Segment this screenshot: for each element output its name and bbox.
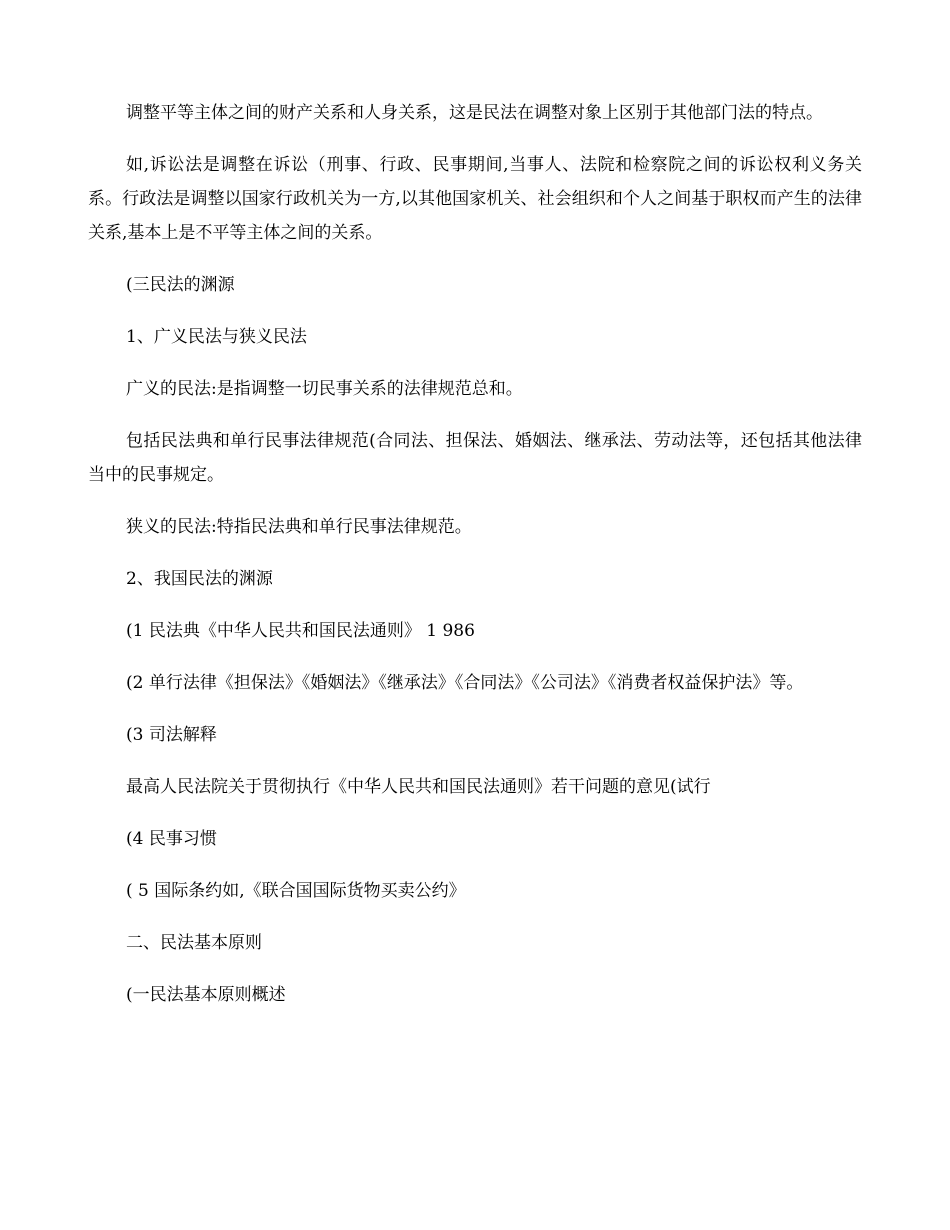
- document-body: [88, 96, 862, 1030]
- list-item-separate-laws: (2 单行法律《担保法》《婚姻法》《继承法》《合同法》《公司法》《消费者权益保护法》等。: [126, 673, 804, 693]
- list-item-civil-code: (1 民法典《中华人民共和国民法通则》 1 986: [126, 621, 475, 641]
- paragraph-narrow-definition: 狭义的民法:特指民法典和单行民事法律规范。: [126, 517, 472, 537]
- heading-sources-of-civil-law: (三民法的渊源: [126, 275, 235, 295]
- paragraph-supreme-court-opinion: 最高人民法院关于贯彻执行《中华人民共和国民法通则》若干问题的意见(试行: [126, 777, 711, 797]
- heading-basic-principles: 二、民法基本原则: [126, 933, 262, 953]
- paragraph-procedural-administrative-law: 如,诉讼法是调整在诉讼（刑事、行政、民事期间,当事人、法院和检察院之间的诉讼权利义务关系。行政法是调整以国家行政机关为一方,以其他国家机关、社会组织和个人之间基于职权而产生的法律关系,基本上是不平等主体之间的关系。: [88, 155, 862, 243]
- paragraph-broad-includes: 包括民法典和单行民事法律规范(合同法、担保法、婚姻法、继承法、劳动法等，还包括其他法律当中的民事规定。: [88, 431, 862, 485]
- list-item-international-treaty: ( 5 国际条约如,《联合国国际货物买卖公约》: [126, 881, 466, 901]
- paragraph-adjustment-object: 调整平等主体之间的财产关系和人身关系，这是民法在调整对象上区别于其他部门法的特点。: [126, 103, 823, 123]
- heading-principles-overview: (一民法基本原则概述: [126, 985, 286, 1005]
- heading-broad-narrow-civil-law: 1、广义民法与狭义民法: [126, 327, 307, 347]
- list-item-judicial-interpretation: (3 司法解释: [126, 725, 217, 745]
- paragraph-broad-definition: 广义的民法:是指调整一切民事关系的法律规范总和。: [126, 379, 523, 399]
- heading-sources-in-china: 2、我国民法的渊源: [126, 569, 273, 589]
- list-item-civil-custom: (4 民事习惯: [126, 829, 217, 849]
